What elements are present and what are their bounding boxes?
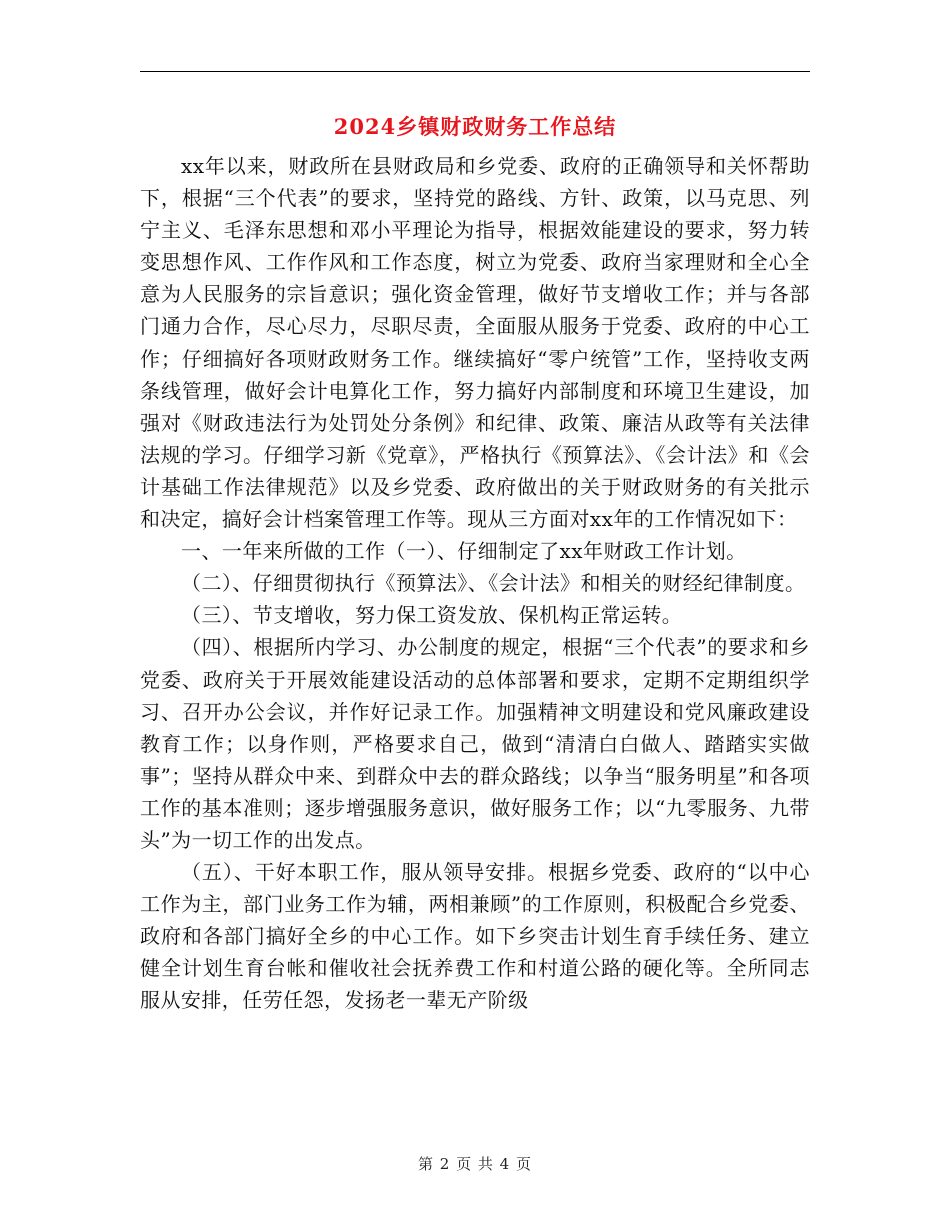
paragraph-section-1: 一、一年来所做的工作（一）、仔细制定了xx年财政工作计划。 xyxy=(181,539,747,564)
paragraph-section-4: （四）、根据所内学习、办公制度的规定，根据“三个代表”的要求和乡党委、政府关于开展效能建设活动的总体部署和要求，定期不定期组织学习、召开办公会议，并作好记录工作。加强精神文明建设和党风廉政建设教育工作；以身作则，严格要求自己，做到“清清白白做人、踏踏实实做事”；坚持从群众中来、到群众中去的群众路线；以争当“服务明星”和各项工作的基本准则；逐步增强服务意识，做好服务工作；以“九零服务、九带头”为一切工作的出发点。 xyxy=(140,635,810,852)
paragraph-section-2: （二）、仔细贯彻执行《预算法》、《会计法》和相关的财经纪律制度。 xyxy=(181,571,806,596)
paragraph-section-3: （三）、节支增收，努力保工资发放、保机构正常运转。 xyxy=(181,603,683,628)
page-number-footer: 第 2 页 共 4 页 xyxy=(418,1155,532,1173)
document-body xyxy=(140,150,810,1017)
paragraph-intro: xx年以来，财政所在县财政局和乡党委、政府的正确领导和关怀帮助下，根据“三个代表”的要求，坚持党的路线、方针、政策，以马克思、列宁主义、毛泽东思想和邓小平理论为指导，根据效能建设的要求，努力转变思想作风、工作作风和工作态度，树立为党委、政府当家理财和全心全意为人民服务的宗旨意识；强化资金管理，做好节支增收工作；并与各部门通力合作，尽心尽力，尽职尽责，全面服从服务于党委、政府的中心工作；仔细搞好各项财政财务工作。继续搞好“零户统管”工作，坚持收支两条线管理，做好会计电算化工作，努力搞好内部制度和环境卫生建设，加强对《财政违法行为处罚处分条例》和纪律、政策、廉洁从政等有关法律法规的学习。仔细学习新《党章》，严格执行《预算法》、《会计法》和《会计基础工作法律规范》以及乡党委、政府做出的关于财政财务的有关批示和决定，搞好会计档案管理工作等。现从三方面对xx年的工作情况如下： xyxy=(140,154,810,532)
paragraph-section-5: （五）、干好本职工作，服从领导安排。根据乡党委、政府的“以中心工作为主，部门业务工作为辅，两相兼顾”的工作原则，积极配合乡党委、政府和各部门搞好全乡的中心工作。如下乡突击计划生育手续任务、建立健全计划生育台帐和催收社会抚养费工作和村道公路的硬化等。全所同志服从安排，任劳任怨，发扬老一辈无产阶级 xyxy=(140,860,810,1013)
header-rule xyxy=(140,71,810,72)
document-title: 2024乡镇财政财务工作总结 xyxy=(333,114,617,139)
